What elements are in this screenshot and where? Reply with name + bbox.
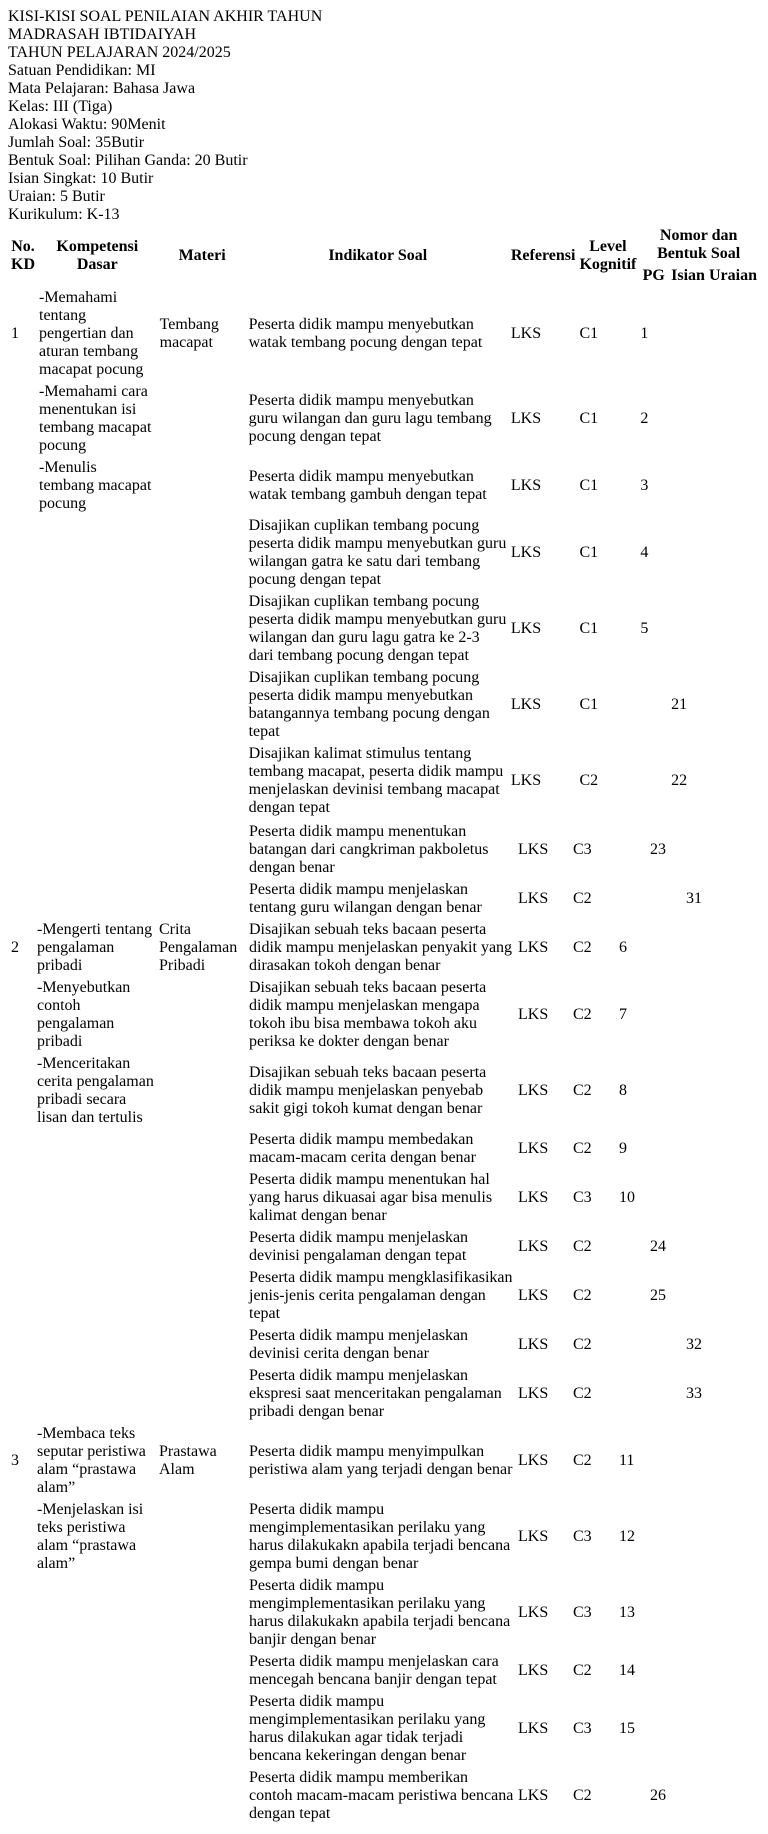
cell-referensi: LKS [518, 1336, 549, 1353]
table-row [10, 822, 726, 878]
cell-isian [649, 978, 683, 1052]
table-row [10, 1170, 726, 1226]
cell-materi [159, 668, 246, 742]
info-label: Bentuk Soal [8, 152, 87, 169]
cell-referensi: LKS [518, 1385, 549, 1402]
col-isian: Isian [671, 267, 705, 284]
cell-materi: Prastawa Alam [159, 1443, 217, 1478]
cell-isian [649, 1576, 683, 1650]
cell-materi [158, 1170, 246, 1226]
cell-level: C2 [573, 1662, 592, 1679]
cell-uraian [685, 920, 726, 976]
info-row [8, 152, 760, 170]
cell-indikator: Disajikan cuplikan tembang pocung peserta didik mampu menyebutkan guru wilangan gatra ke satu dari tembang pocung dengan tepat [248, 517, 507, 588]
cell-no-kd [10, 668, 36, 742]
cell-referensi: LKS [518, 1604, 549, 1621]
cell-pg: 9 [619, 1140, 627, 1157]
cell-materi [158, 1366, 246, 1422]
cell-level: C2 [573, 890, 592, 907]
cell-level: C1 [579, 696, 599, 713]
cell-kompetensi-dasar [36, 1692, 156, 1766]
info-unit: Menit [127, 116, 166, 133]
cell-materi [158, 1576, 246, 1650]
cell-level: C3 [573, 1604, 592, 1621]
cell-level: C1 [579, 544, 599, 561]
cell-kompetensi-dasar [36, 1366, 156, 1422]
table-row [10, 744, 758, 818]
info-row [8, 62, 760, 80]
cell-pg: 4 [640, 544, 649, 561]
cell-isian: 26 [650, 1787, 666, 1804]
cell-kompetensi-dasar: -Memahami tentang pengertian dan aturan tembang macapat pocung [39, 289, 144, 378]
info-count: : 10 Butir [92, 170, 154, 187]
cell-kompetensi-dasar: -Menjelaskan isi teks peristiwa alam “prastawa alam” [37, 1501, 144, 1572]
cell-no-kd [10, 1228, 34, 1266]
cell-uraian [685, 1768, 726, 1824]
cell-kompetensi-dasar [36, 1228, 156, 1266]
cell-pg [639, 668, 668, 742]
cell-indikator: Peserta didik mampu mengimplementasikan perilaku yang harus dilakukakn apabila terjadi bencana gempa bumi dengan benar [249, 1501, 511, 1572]
cell-level: C2 [573, 1787, 592, 1804]
cell-uraian: 32 [686, 1336, 702, 1353]
cell-kompetensi-dasar: -Membaca teks seputar peristiwa alam “prastawa alam” [37, 1425, 146, 1496]
cell-referensi: LKS [510, 620, 542, 637]
table-row [10, 382, 758, 456]
table-row [10, 458, 758, 514]
info-label: Jumlah Soal [8, 134, 87, 151]
cell-uraian [708, 288, 758, 380]
cell-level: C2 [579, 772, 599, 789]
cell-pg: 15 [619, 1720, 635, 1737]
table-row [10, 1054, 726, 1128]
cell-referensi: LKS [518, 1662, 549, 1679]
cell-indikator: Peserta didik mampu menjelaskan devinisi cerita dengan benar [249, 1327, 469, 1362]
cell-uraian [708, 516, 758, 590]
cell-level: C2 [573, 1336, 592, 1353]
cell-pg: 1 [640, 325, 649, 342]
cell-isian [649, 880, 683, 918]
table-row [10, 516, 758, 590]
cell-uraian [685, 1652, 726, 1690]
cell-kompetensi-dasar: -Menulis tembang macapat pocung [39, 459, 152, 512]
cell-no-kd [10, 880, 34, 918]
cell-no-kd: 3 [11, 1452, 19, 1469]
table-row [10, 1576, 726, 1650]
table-row [10, 1228, 726, 1266]
cell-kompetensi-dasar [36, 1652, 156, 1690]
table-row [10, 1768, 726, 1824]
col-no-kd: No. KD [11, 238, 35, 273]
cell-uraian [685, 1228, 726, 1266]
table-row [10, 920, 726, 976]
cell-kompetensi-dasar [36, 1170, 156, 1226]
cell-indikator: Disajikan kalimat stimulus tentang tembang macapat, peserta didik mampu menjelaskan devinisi tembang macapat dengan tepat [248, 745, 504, 816]
cell-indikator: Peserta didik mampu mengimplementasikan perilaku yang harus dilakukan agar tidak terjadi bencana kekeringan dengan benar [249, 1693, 486, 1764]
cell-level: C2 [573, 1140, 592, 1157]
cell-materi [158, 1500, 246, 1574]
cell-indikator: Peserta didik mampu menjelaskan tentang guru wilangan dengan benar [249, 881, 482, 916]
cell-level: C1 [579, 620, 599, 637]
cell-no-kd [10, 516, 36, 590]
cell-no-kd [10, 592, 36, 666]
cell-level: C2 [573, 1082, 592, 1099]
cell-uraian [685, 1424, 726, 1498]
cell-no-kd [10, 382, 36, 456]
cell-indikator: Disajikan sebuah teks bacaan peserta didik mampu menjelaskan mengapa tokoh ibu bisa membawa tokoh aku periksa ke dokter dengan benar [249, 979, 487, 1050]
cell-indikator: Peserta didik mampu menyimpulkan peristiwa alam yang terjadi dengan benar [249, 1443, 513, 1478]
cell-referensi: LKS [518, 939, 549, 956]
cell-level: C2 [573, 1238, 592, 1255]
cell-uraian [685, 1576, 726, 1650]
cell-indikator: Peserta didik mampu memberikan contoh macam-macam peristiwa bencana dengan tepat [249, 1769, 514, 1822]
cell-referensi: LKS [518, 841, 549, 858]
cell-referensi: LKS [518, 890, 549, 907]
cell-no-kd: 2 [11, 939, 19, 956]
cell-pg [618, 1228, 647, 1266]
info-row [8, 206, 760, 224]
cell-referensi: LKS [518, 1189, 549, 1206]
col-indikator: Indikator Soal [328, 247, 428, 264]
cell-referensi: LKS [518, 1787, 549, 1804]
cell-indikator: Peserta didik mampu mengimplementasikan perilaku yang harus dilakukakn apabila terjadi bencana banjir dengan benar [249, 1577, 511, 1648]
cell-isian [649, 1326, 683, 1364]
cell-kompetensi-dasar [36, 822, 156, 878]
cell-isian [649, 920, 683, 976]
cell-kompetensi-dasar: -Menceritakan cerita pengalaman pribadi secara lisan dan tertulis [37, 1055, 154, 1126]
cell-no-kd [10, 458, 36, 514]
grid-table-1 [8, 224, 760, 820]
cell-referensi: LKS [510, 772, 542, 789]
cell-level: C2 [573, 1452, 592, 1469]
cell-referensi: LKS [518, 1528, 549, 1545]
cell-level: C3 [573, 1189, 592, 1206]
table-row [10, 668, 758, 742]
info-row [8, 188, 760, 206]
document-title: KISI-KISI SOAL PENILAIAN AKHIR TAHUN [8, 8, 323, 25]
cell-referensi: LKS [510, 696, 542, 713]
cell-kompetensi-dasar [38, 744, 157, 818]
cell-referensi: LKS [518, 1082, 549, 1099]
table-row [10, 1424, 726, 1498]
cell-isian [649, 1424, 683, 1498]
table-row [10, 880, 726, 918]
col-pg: PG [642, 267, 665, 284]
cell-indikator: Disajikan sebuah teks bacaan peserta didik mampu menjelaskan penyebab sakit gigi tokoh kumat dengan benar [249, 1064, 487, 1117]
table-row [10, 288, 758, 380]
cell-materi: Crita Pengalaman Pribadi [159, 921, 238, 974]
info-value: : Pilihan Ganda [86, 152, 187, 169]
info-row [8, 134, 760, 152]
col-kompetensi-dasar: Kompetensi Dasar [56, 238, 139, 273]
info-label: Kelas [8, 98, 45, 115]
cell-pg [618, 822, 647, 878]
cell-kompetensi-dasar [38, 592, 157, 666]
cell-pg: 8 [619, 1082, 627, 1099]
cell-referensi: LKS [510, 544, 542, 561]
info-value: Isian Singkat [8, 170, 92, 187]
cell-materi [158, 1054, 246, 1128]
cell-materi [158, 822, 246, 878]
cell-materi [158, 880, 246, 918]
cell-pg [639, 744, 668, 818]
cell-isian: 22 [671, 772, 688, 789]
cell-pg [618, 880, 647, 918]
cell-kompetensi-dasar: -Memahami cara menentukan isi tembang macapat pocung [39, 383, 152, 454]
cell-referensi: LKS [510, 410, 542, 427]
cell-indikator: Peserta didik mampu menjelaskan cara mencegah bencana banjir dengan tepat [249, 1653, 499, 1688]
table-row [10, 1268, 726, 1324]
cell-kompetensi-dasar: -Mengerti tentang pengalaman pribadi [37, 921, 153, 974]
school-title: MADRASAH IBTIDAIYAH [8, 26, 196, 43]
cell-kompetensi-dasar [36, 1130, 156, 1168]
cell-indikator: Peserta didik mampu menentukan batangan dari cangkriman pakboletus dengan benar [249, 823, 489, 876]
table-row [10, 1500, 726, 1574]
cell-no-kd [10, 1326, 34, 1364]
cell-materi [158, 1652, 246, 1690]
cell-materi [159, 382, 246, 456]
cell-kompetensi-dasar [38, 668, 157, 742]
cell-uraian: 33 [686, 1385, 702, 1402]
cell-pg: 12 [619, 1528, 635, 1545]
cell-uraian [685, 1170, 726, 1226]
info-label: Mata Pelajaran [8, 80, 105, 97]
cell-level: C2 [573, 1385, 592, 1402]
cell-referensi: LKS [518, 1006, 549, 1023]
cell-pg [618, 1366, 647, 1422]
cell-referensi: LKS [510, 325, 542, 342]
grid-table-2 [8, 820, 760, 1826]
cell-indikator: Peserta didik mampu menyebutkan watak tembang gambuh dengan tepat [248, 468, 487, 503]
cell-pg: 14 [619, 1662, 635, 1679]
cell-uraian [685, 1268, 726, 1324]
cell-no-kd [10, 1170, 34, 1226]
table-row [10, 1130, 726, 1168]
col-uraian: Uraian [708, 267, 757, 284]
cell-no-kd [10, 1366, 34, 1422]
cell-materi [159, 592, 246, 666]
cell-materi [158, 1326, 246, 1364]
cell-materi [159, 516, 246, 590]
info-unit: Butir [111, 134, 145, 151]
cell-uraian: 31 [686, 890, 702, 907]
cell-no-kd [10, 1768, 34, 1824]
info-value: : MI [127, 62, 156, 79]
cell-materi [158, 1228, 246, 1266]
cell-isian [649, 1170, 683, 1226]
cell-pg: 10 [619, 1189, 635, 1206]
table-row [10, 1652, 726, 1690]
cell-pg: 7 [619, 1006, 627, 1023]
cell-uraian [708, 744, 758, 818]
info-count: : 20 Butir [186, 152, 248, 169]
cell-referensi: LKS [510, 477, 542, 494]
document-info [8, 62, 760, 224]
col-level-kognitif: Level Kognitif [579, 238, 637, 273]
cell-materi [159, 458, 246, 514]
cell-level: C1 [579, 477, 599, 494]
col-referensi: Referensi [510, 247, 576, 264]
cell-pg: 6 [619, 939, 627, 956]
cell-pg [618, 1326, 647, 1364]
cell-kompetensi-dasar [36, 1326, 156, 1364]
cell-pg [618, 1768, 647, 1824]
cell-no-kd [10, 1652, 34, 1690]
cell-indikator: Disajikan cuplikan tembang pocung peserta didik mampu menyebutkan guru wilangan dan guru lagu gatra ke 2-3 dari tembang pocung dengan tepat [248, 593, 507, 664]
cell-no-kd [10, 1130, 34, 1168]
cell-indikator: Peserta didik mampu menentukan hal yang harus dikuasai agar bisa menulis kalimat dengan benar [249, 1171, 493, 1224]
cell-level: C1 [579, 325, 599, 342]
cell-isian [649, 1652, 683, 1690]
cell-no-kd [10, 1054, 34, 1128]
cell-referensi: LKS [518, 1238, 549, 1255]
cell-kompetensi-dasar: -Menyebutkan contoh pengalaman pribadi [37, 979, 131, 1050]
cell-indikator: Peserta didik mampu menjelaskan devinisi pengalaman dengan tepat [249, 1229, 469, 1264]
cell-materi [159, 744, 246, 818]
cell-isian: 21 [671, 696, 688, 713]
cell-indikator: Peserta didik mampu menyebutkan watak tembang pocung dengan tepat [248, 316, 483, 351]
cell-no-kd [10, 1268, 34, 1324]
cell-referensi: LKS [518, 1287, 549, 1304]
info-value: Uraian [8, 188, 52, 205]
cell-no-kd [10, 822, 34, 878]
cell-kompetensi-dasar [36, 1268, 156, 1324]
cell-uraian [685, 822, 726, 878]
cell-indikator: Disajikan sebuah teks bacaan peserta didik mampu menjelaskan penyakit yang dirasakan tokoh dengan benar [249, 921, 513, 974]
cell-pg: 2 [640, 410, 649, 427]
cell-level: C2 [573, 1287, 592, 1304]
cell-level: C3 [573, 1720, 592, 1737]
cell-materi [158, 1130, 246, 1168]
cell-materi [158, 1692, 246, 1766]
cell-kompetensi-dasar [36, 880, 156, 918]
table-row [10, 1326, 726, 1364]
table-row [10, 592, 758, 666]
info-row [8, 80, 760, 98]
cell-isian [649, 1366, 683, 1422]
info-value: : Bahasa Jawa [104, 80, 196, 97]
cell-pg: 5 [640, 620, 649, 637]
cell-materi [158, 1768, 246, 1824]
cell-isian [670, 382, 706, 456]
cell-uraian [708, 458, 758, 514]
cell-isian [670, 516, 706, 590]
cell-pg [618, 1268, 647, 1324]
info-row [8, 98, 760, 116]
cell-referensi: LKS [518, 1720, 549, 1737]
cell-kompetensi-dasar [38, 516, 157, 590]
info-value: : K-13 [78, 206, 120, 223]
cell-isian: 25 [650, 1287, 666, 1304]
cell-uraian [685, 978, 726, 1052]
col-materi: Materi [178, 247, 226, 264]
table-row [10, 978, 726, 1052]
cell-uraian [685, 1054, 726, 1128]
cell-pg: 3 [640, 477, 649, 494]
cell-materi [158, 978, 246, 1052]
info-row [8, 116, 760, 134]
cell-indikator: Peserta didik mampu membedakan macam-macam cerita dengan benar [249, 1131, 476, 1166]
cell-no-kd [10, 1692, 34, 1766]
cell-level: C3 [573, 841, 592, 858]
cell-uraian [685, 1500, 726, 1574]
cell-isian: 24 [650, 1238, 666, 1255]
cell-isian: 23 [650, 841, 666, 858]
cell-isian [649, 1054, 683, 1128]
cell-no-kd [10, 978, 34, 1052]
info-label: Satuan Pendidikan [8, 62, 128, 79]
cell-no-kd [10, 744, 36, 818]
info-label: Alokasi Waktu [8, 116, 103, 133]
cell-kompetensi-dasar [36, 1768, 156, 1824]
cell-level: C2 [573, 1006, 592, 1023]
info-value: : 90 [102, 116, 128, 133]
cell-kompetensi-dasar [36, 1576, 156, 1650]
info-count: : 5 Butir [51, 188, 105, 205]
cell-isian [649, 1500, 683, 1574]
cell-isian [649, 1130, 683, 1168]
cell-level: C2 [573, 939, 592, 956]
cell-indikator: Peserta didik mampu menyebutkan guru wilangan dan guru lagu tembang pocung dengan tepat [248, 392, 492, 445]
cell-isian [649, 1692, 683, 1766]
cell-pg: 11 [619, 1452, 635, 1469]
cell-isian [670, 288, 706, 380]
cell-no-kd: 1 [11, 325, 19, 342]
info-label: Kurikulum [8, 206, 79, 223]
cell-isian [670, 592, 706, 666]
cell-uraian [708, 382, 758, 456]
cell-indikator: Disajikan cuplikan tembang pocung peserta didik mampu menyebutkan batangannya tembang pocung dengan tepat [248, 669, 490, 740]
cell-uraian [708, 668, 758, 742]
cell-uraian [685, 1130, 726, 1168]
info-value: : III (Tiga) [44, 98, 113, 115]
cell-indikator: Peserta didik mampu menjelaskan ekspresi saat menceritakan pengalaman pribadi dengan benar [249, 1367, 502, 1420]
info-value: : 35 [86, 134, 112, 151]
cell-no-kd [10, 1500, 34, 1574]
cell-isian [670, 458, 706, 514]
academic-year: TAHUN PELAJARAN 2024/2025 [8, 44, 231, 61]
cell-referensi: LKS [518, 1452, 549, 1469]
table-row [10, 1692, 726, 1766]
cell-indikator: Peserta didik mampu mengklasifikasikan jenis-jenis cerita pengalaman dengan tepat [249, 1269, 513, 1322]
cell-materi: Tembang macapat [159, 316, 219, 351]
table-row [10, 1366, 726, 1422]
cell-level: C1 [579, 410, 599, 427]
cell-no-kd [10, 1576, 34, 1650]
cell-materi [158, 1268, 246, 1324]
info-row [8, 170, 760, 188]
cell-level: C3 [573, 1528, 592, 1545]
col-nomor-bentuk: Nomor dan Bentuk Soal [657, 227, 741, 262]
cell-uraian [708, 592, 758, 666]
document-header [8, 8, 760, 62]
cell-pg: 13 [619, 1604, 635, 1621]
cell-uraian [685, 1692, 726, 1766]
cell-referensi: LKS [518, 1140, 549, 1157]
